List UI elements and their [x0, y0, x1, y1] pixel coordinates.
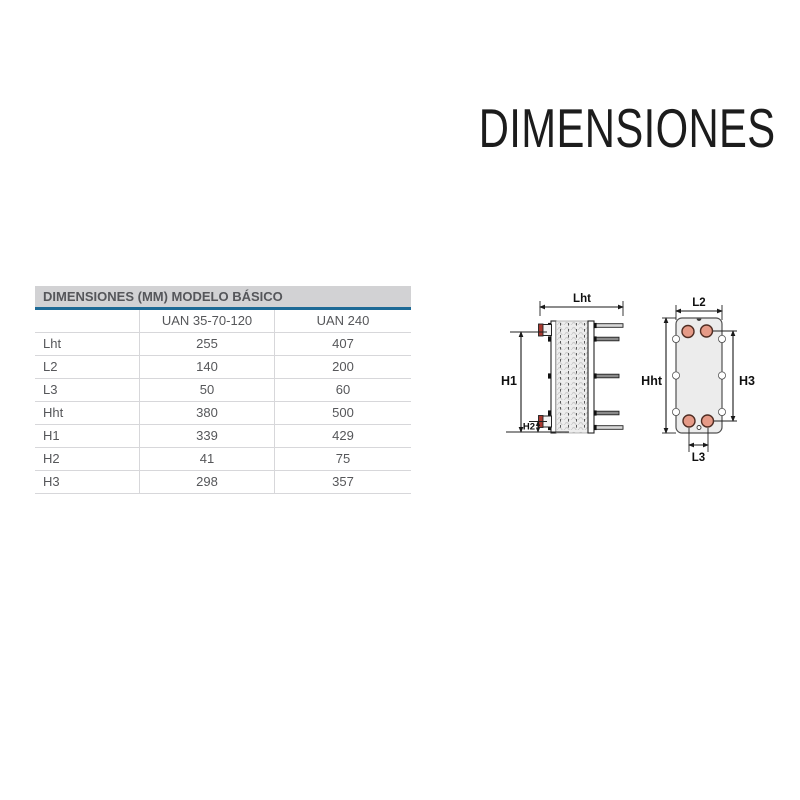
- row-value-1: 255: [139, 333, 274, 355]
- row-value-2: 429: [274, 425, 411, 447]
- column-header-empty: [35, 310, 139, 332]
- row-label: H2: [43, 451, 60, 466]
- right-frame-plate: [588, 321, 594, 433]
- table-title-bar: DIMENSIONES (MM) MODELO BÁSICO: [35, 286, 411, 310]
- bottom-center-hole: [697, 426, 701, 430]
- dimension-hht: [641, 318, 676, 433]
- table-row: [35, 402, 411, 425]
- label-l3: L3: [691, 452, 706, 464]
- column-header-uan-35-70-120: UAN 35-70-120: [139, 310, 274, 332]
- top-nozzle: [539, 324, 552, 336]
- row-value-1: 41: [139, 448, 274, 470]
- heat-exchanger-diagram: [495, 275, 800, 485]
- row-label: L2: [43, 359, 58, 374]
- row-value-2: 407: [274, 333, 411, 355]
- table-row: [35, 379, 411, 402]
- label-l2: L2: [692, 297, 706, 309]
- row-value-2: 60: [274, 379, 411, 401]
- table-column-header-row: [35, 310, 411, 333]
- label-h1: H1: [501, 374, 517, 388]
- table-row: [35, 333, 411, 356]
- table-row: [35, 471, 411, 494]
- table-row: [35, 448, 411, 471]
- port-bottom-left: [683, 415, 695, 427]
- front-view: [641, 297, 755, 464]
- row-label: H3: [43, 474, 60, 489]
- dimension-lht: [540, 293, 623, 316]
- row-value-2: 500: [274, 402, 411, 424]
- port-top-right: [701, 325, 713, 337]
- row-value-1: 50: [139, 379, 274, 401]
- dimensions-table: [35, 286, 411, 494]
- page-title: DIMENSIONES: [479, 97, 776, 159]
- label-h2: H2: [522, 421, 536, 433]
- row-value-2: 200: [274, 356, 411, 378]
- row-value-1: 298: [139, 471, 274, 493]
- row-label: Hht: [43, 405, 64, 420]
- table-row: [35, 356, 411, 379]
- row-label: Lht: [43, 336, 62, 351]
- port-top-left: [682, 326, 694, 338]
- label-h3: H3: [739, 374, 755, 388]
- row-value-1: 380: [139, 402, 274, 424]
- row-value-1: 339: [139, 425, 274, 447]
- row-value-2: 75: [274, 448, 411, 470]
- row-label: L3: [43, 382, 58, 397]
- table-row: [35, 425, 411, 448]
- side-view: [501, 293, 623, 433]
- dimension-l2: [676, 297, 722, 320]
- row-value-1: 140: [139, 356, 274, 378]
- column-header-uan-240: UAN 240: [274, 310, 411, 332]
- row-value-2: 357: [274, 471, 411, 493]
- label-lht: Lht: [573, 293, 591, 305]
- port-bottom-right: [702, 415, 714, 427]
- label-hht: Hht: [641, 374, 662, 388]
- row-label: H1: [43, 428, 60, 443]
